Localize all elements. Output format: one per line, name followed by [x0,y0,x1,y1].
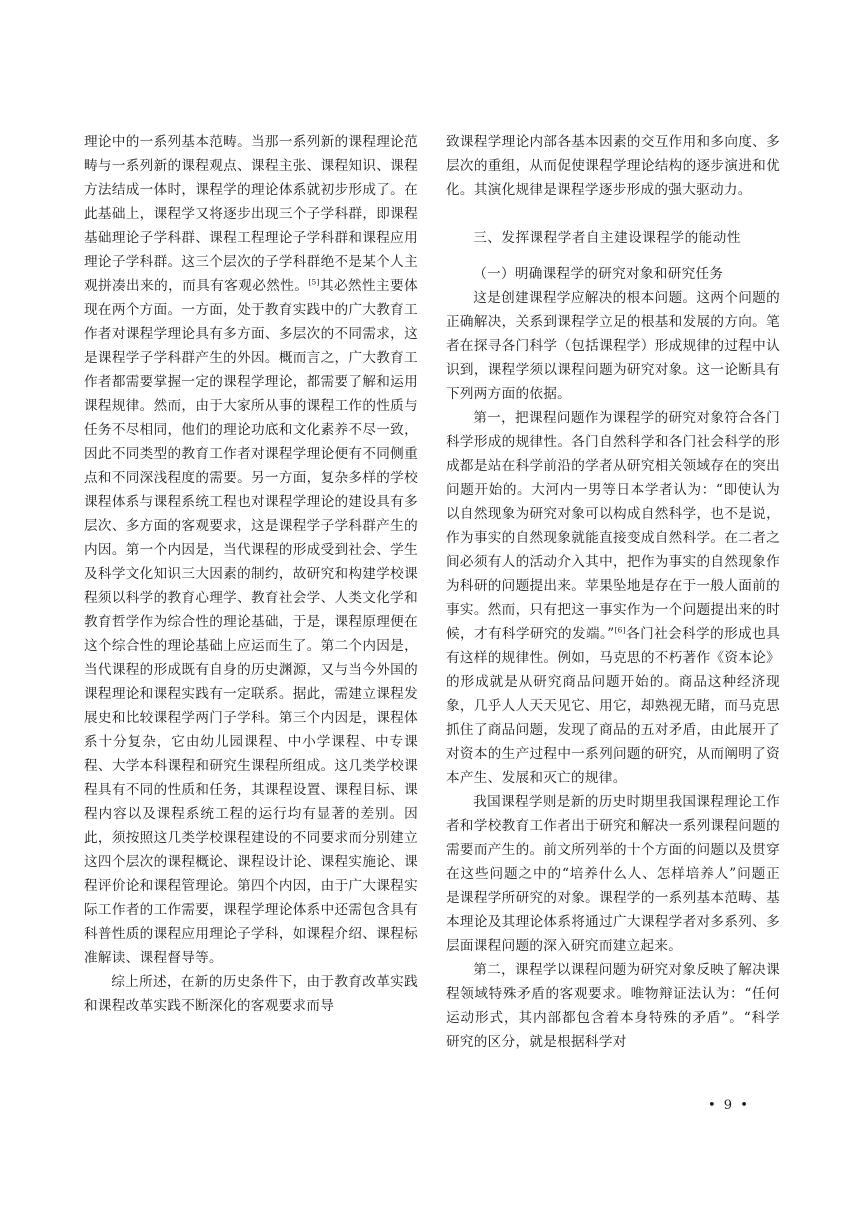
right-paragraph-1: 致课程学理论内部各基本因素的交互作用和多向度、多层次的重组，从而促使课程学理论结构的逐步演进和优化。其演化规律是课程学逐步形成的强大驱动力。 [446,134,780,198]
left-text-column [84,130,418,1018]
citation-5: [5] [308,277,320,287]
right-paragraph-5: 第二，课程学以课程问题为研究对象反映了解决课程领域特殊矛盾的客观要求。唯物辩证法认为：“任何运动形式，其内部都包含着本身特殊的矛盾”。“科学研究的区分，就是根据科学对 [446,962,780,1050]
right-paragraph-3: 第一，把课程问题作为课程学的研究对象符合各门科学形成的规律性。各门自然科学和各门社会科学的形成都是站在科学前沿的学者从研究相关领域存在的突出问题开始的。大河内一男等日本学者认为：“即使认为以自然现象为研究对象可以构成自然科学，也不是说，作为事实的自然现象就能直接变成自然科学。在二者之间必须有人的活动介入其中，把作为事实的自然现象作为科研的问题提出来。苹果坠地是存在于一般人面前的事实。然而，只有把这一事实作为一个问题提出来的时候，才有科学研究的发端。”[6]各门社会科学的形成也具有这样的规律性。例如，马克思的不朽著作《资本论》的形成就是从研究商品问题开始的。商品这种经济现象，几乎人人天天见它、用它，却熟视无睹，而马克思抓住了商品问题，发现了商品的五对矛盾，由此展开了对资本的生产过程中一系列问题的研究，从而阐明了资本产生、发展和灭亡的规律。 [446,410,780,786]
section-heading: 三、发挥课程学者自主建设课程学的能动性 [473,230,741,246]
right-paragraph-4: 我国课程学则是新的历史时期里我国课程理论工作者和学校教育工作者出于研究和解决一系列课程问题的需要而产生的。前文所列举的十个方面的问题以及贯穿在这些问题之中的“培养什么人、怎样培养人”问题正是课程学所研究的对象。课程学的一系列基本范畴、基本理论及其理论体系将通过广大课程学者对多系列、多层面课程问题的深入研究而建立起来。 [446,794,780,954]
right-paragraph-2: 这是创建课程学应解决的根本问题。这两个问题的正确解决，关系到课程学立足的根基和发展的方向。笔者在探寻各门科学（包括课程学）形成规律的过程中认识到，课程学须以课程问题为研究对象。这一论断具有下列两方面的依据。 [446,290,780,402]
right-text-column [446,130,780,1054]
left-paragraph-2: 综上所述，在新的历史条件下，由于教育改革实践和课程改革实践不断深化的客观要求而导 [84,974,418,1014]
citation-6: [6] [614,625,626,635]
left-paragraph-1: 理论中的一系列基本范畴。当那一系列新的课程理论范畴与一系列新的课程观点、课程主张、课程知识、课程方法结成一体时，课程学的理论体系就初步形成了。在此基础上，课程学又将逐步出现三个子学科群，即课程基础理论子学科群、课程工程理论子学科群和课程应用理论子学科群。这三个层次的子学科群绝不是某个人主观拼凑出来的，而具有客观必然性。[5]其必然性主要体现在两个方面。一方面，处于教育实践中的广大教育工作者对课程学理论具有多方面、多层次的不同需求，这是课程学子学科群产生的外因。概而言之，广大教育工作者都需要掌握一定的课程学理论，都需要了解和运用课程规律。然而，由于大家所从事的课程工作的性质与任务不尽相同，他们的理论功底和文化素养不尽一致，因此不同类型的教育工作者对课程学理论便有不同侧重点和不同深浅程度的需要。另一方面，复杂多样的学校课程体系与课程系统工程也对课程学理论的建设具有多层次、多方面的客观要求，这是课程学子学科群产生的内因。第一个内因是，当代课程的形成受到社会、学生及科学文化知识三大因素的制约，故研究和构建学校课程须以科学的教育心理学、教育社会学、人类文化学和教育哲学作为综合性的理论基础，于是，课程原理便在这个综合性的理论基础上应运而生了。第二个内因是，当代课程的形成既有自身的历史渊源，又与当今外国的课程理论和课程实践有一定联系。据此，需建立课程发展史和比较课程学两门子学科。第三个内因是，课程体系十分复杂，它由幼儿园课程、中小学课程、中专课程、大学本科课程和研究生课程所组成。这几类学校课程具有不同的性质和任务，其课程设置、课程目标、课程内容以及课程系统工程的运行均有显著的差别。因此，须按照这几类学校课程建设的不同要求而分别建立这四个层次的课程概论、课程设计论、课程实施论、课程评价论和课程管理论。第四个内因，由于广大课程实际工作者的工作需要，课程学理论体系中还需包含具有科普性质的课程应用理论子学科，如课程介绍、课程标准解读、课程督导等。 [84,134,418,966]
page-number: • 9 • [708,1098,750,1113]
subsection-heading: （一）明确课程学的研究对象和研究任务 [473,266,724,282]
